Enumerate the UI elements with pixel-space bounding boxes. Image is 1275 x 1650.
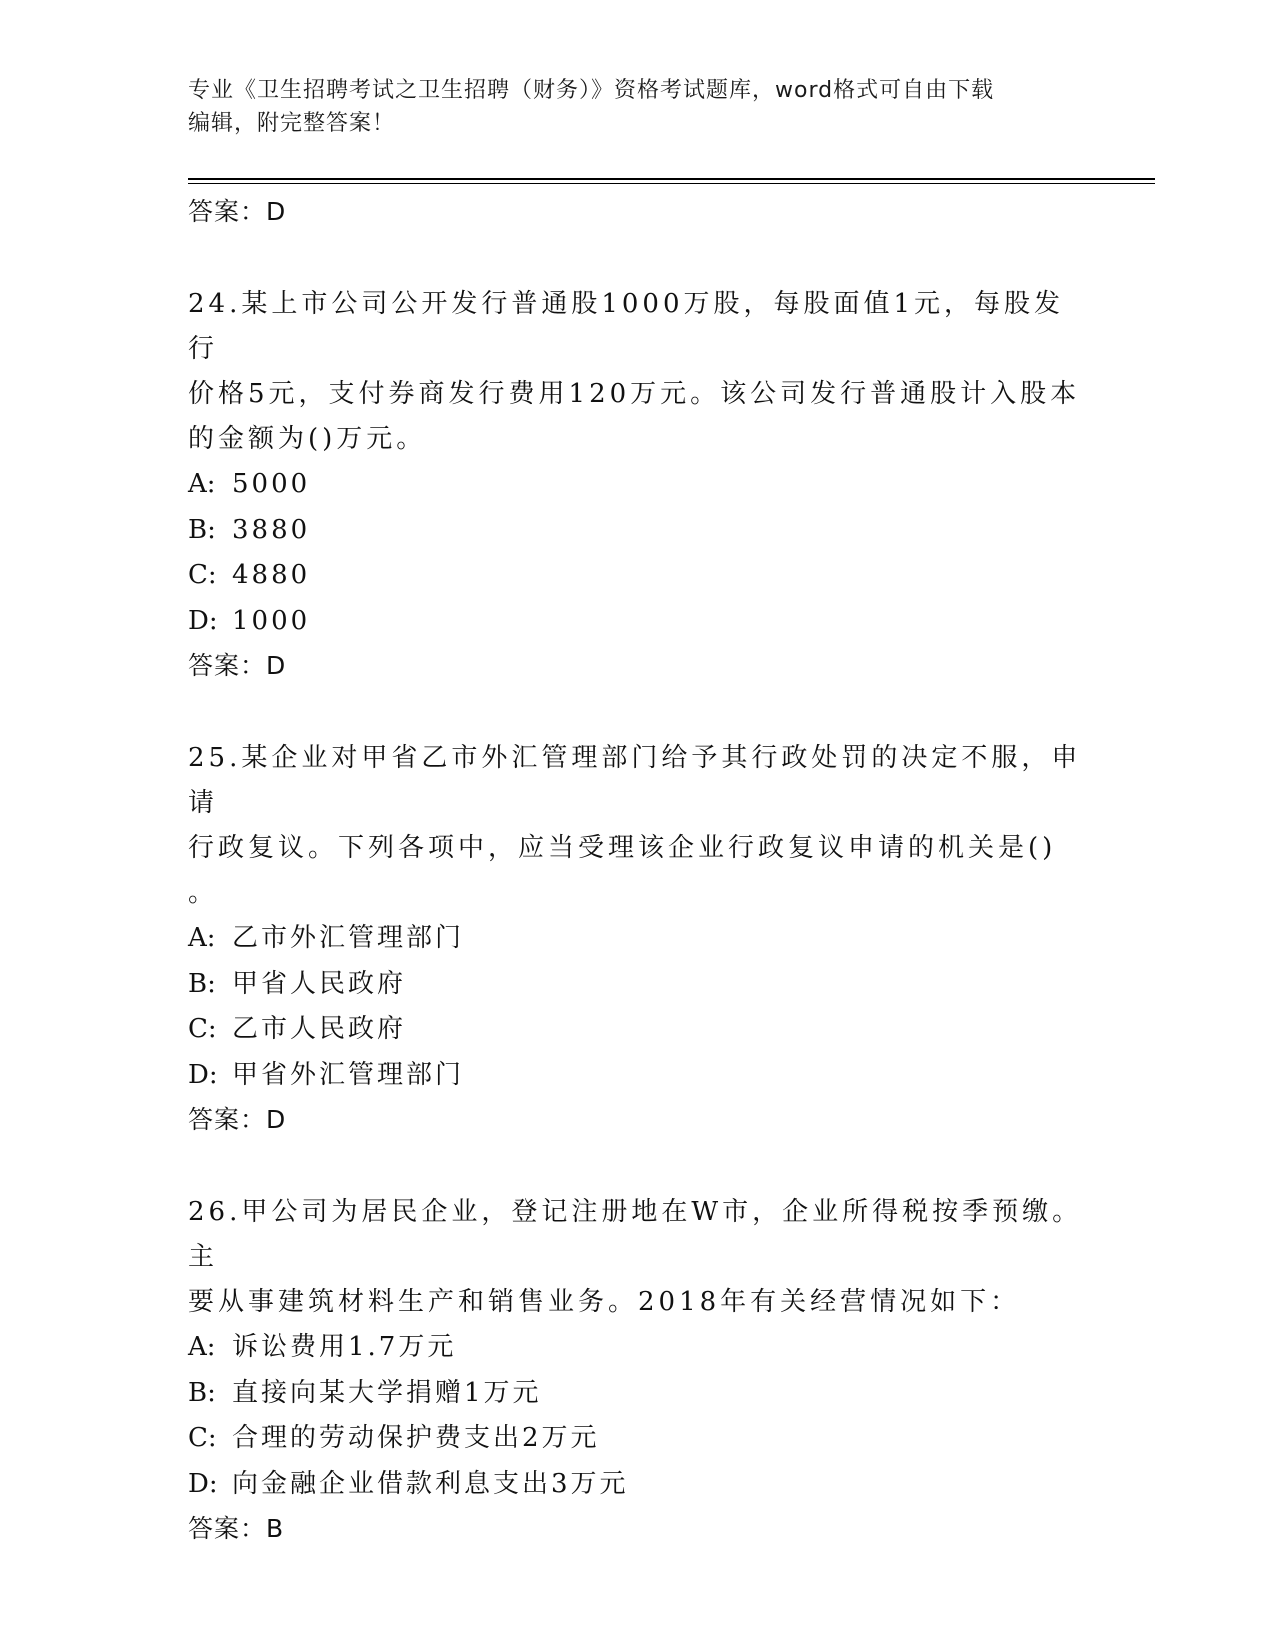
question-24 (188, 282, 1088, 688)
option-text: 1000 (232, 605, 311, 636)
question-text-line: 要从事建筑材料生产和销售业务。2018年有关经营情况如下： (188, 1287, 1021, 1317)
option-text: 乙市人民政府 (232, 1014, 407, 1044)
header-line-2: 编辑，附完整答案！ (188, 111, 396, 136)
option-text: 合理的劳动保护费支出2万元 (232, 1423, 600, 1453)
option-letter: A: (188, 1332, 216, 1362)
option-text: 甲省外汇管理部门 (232, 1059, 465, 1090)
option-letter: D: (188, 1468, 218, 1499)
option-a (188, 462, 1088, 508)
option-text: 3880 (232, 514, 311, 545)
option-text: 5000 (232, 469, 311, 499)
question-text-line: 的金额为()万元。 (188, 424, 427, 454)
option-text: 4880 (232, 560, 311, 590)
option-text: 甲省人民政府 (232, 968, 407, 999)
question-text-line: 26.甲公司为居民企业，登记注册地在W市，企业所得税按季预缴。主 (188, 1197, 1083, 1272)
option-a (188, 916, 1088, 962)
page-header (188, 74, 1088, 140)
option-letter: C: (188, 1014, 217, 1044)
option-d (188, 1462, 1088, 1508)
option-c (188, 553, 1088, 599)
option-a (188, 1325, 1088, 1371)
answer-line: 答案：D (188, 1105, 287, 1134)
option-c (188, 1007, 1088, 1053)
option-letter: C: (188, 560, 217, 590)
option-letter: A: (188, 469, 216, 499)
option-letter: B: (188, 514, 216, 545)
option-text: 直接向某大学捐赠1万元 (232, 1377, 542, 1408)
document-body (188, 190, 1088, 1551)
option-b (188, 962, 1088, 1008)
option-text: 向金融企业借款利息支出3万元 (232, 1468, 629, 1499)
question-text-line: 行政复议。下列各项中，应当受理该企业行政复议申请的机关是() (188, 833, 1057, 863)
question-26 (188, 1190, 1088, 1551)
option-letter: D: (188, 1059, 218, 1090)
header-rule-thick (188, 178, 1155, 180)
header-line-1: 专业《卫生招聘考试之卫生招聘（财务）》资格考试题库，word格式可自由下载 (188, 78, 995, 103)
question-text-line: 24.某上市公司公开发行普通股1000万股，每股面值1元，每股发行 (188, 289, 1065, 364)
option-letter: B: (188, 1377, 216, 1408)
option-text: 诉讼费用1.7万元 (232, 1332, 457, 1362)
answer-line: 答案：D (188, 651, 287, 680)
option-c (188, 1416, 1088, 1462)
option-letter: B: (188, 968, 216, 999)
option-b (188, 508, 1088, 554)
question-text-line: 25.某企业对甲省乙市外汇管理部门给予其行政处罚的决定不服，申请 (188, 743, 1082, 818)
option-b (188, 1371, 1088, 1417)
option-d (188, 599, 1088, 645)
header-rule-thin (188, 183, 1155, 184)
question-text-line: 价格5元，支付券商发行费用120万元。该公司发行普通股计入股本 (188, 379, 1081, 409)
question-text-line: 。 (188, 878, 219, 908)
option-text: 乙市外汇管理部门 (232, 923, 465, 953)
option-letter: C: (188, 1423, 217, 1453)
question-25 (188, 736, 1088, 1142)
answer-line: 答案：B (188, 1514, 285, 1543)
option-d (188, 1053, 1088, 1099)
answer-line: 答案：D (188, 197, 287, 226)
option-letter: D: (188, 605, 218, 636)
option-letter: A: (188, 923, 216, 953)
